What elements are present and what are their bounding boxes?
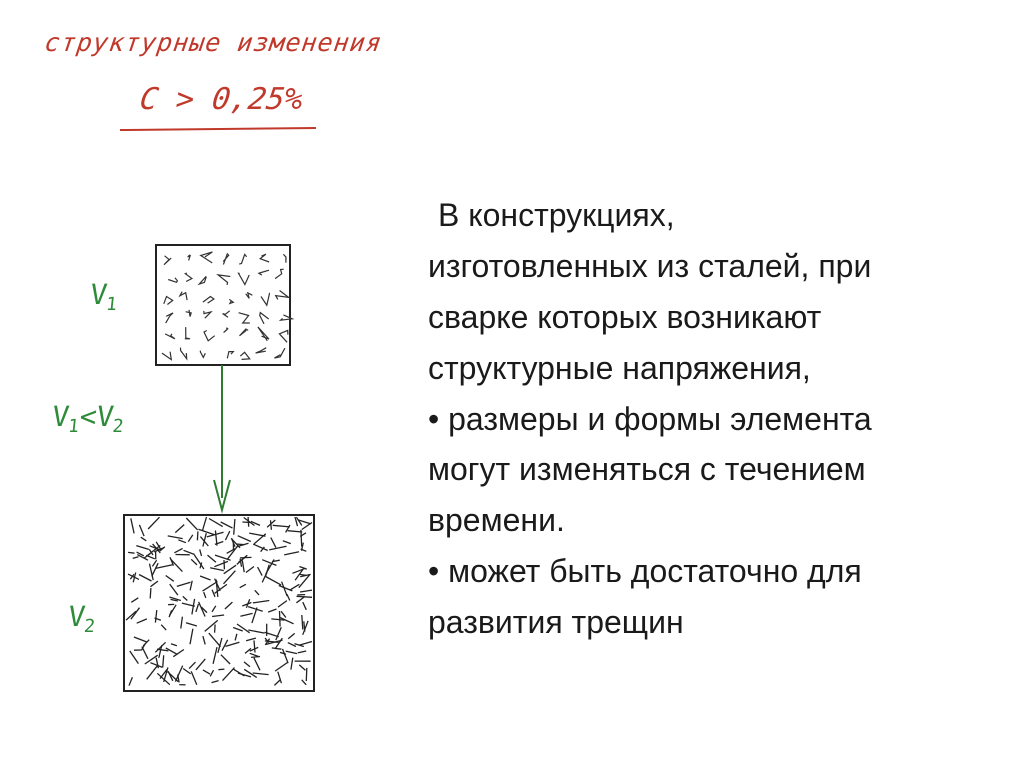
lower-needle-square (124, 515, 314, 691)
cmp-left-letter: V (50, 400, 71, 433)
volume-comparison-label (50, 400, 126, 437)
v1-letter: V (88, 278, 109, 311)
cmp-right-letter: V (95, 400, 116, 433)
diagram-title: структурные изменения (42, 28, 385, 57)
upper-grain-square (156, 245, 292, 365)
carbon-formula: C > 0,25% (137, 82, 306, 117)
text-line: времени. (428, 502, 565, 539)
body-text (428, 190, 1008, 648)
text-line: структурные напряжения, (428, 349, 811, 386)
text-line: • может быть достаточно для (428, 553, 862, 590)
text-line: сварке которых возникают (428, 298, 822, 335)
needle-stroke (215, 625, 216, 633)
volume-label-v2 (66, 600, 98, 637)
needle-stroke (218, 669, 224, 670)
v1-index: 1 (104, 294, 118, 315)
v2-index: 2 (82, 616, 96, 637)
text-line: изготовленных из сталей, при (428, 247, 872, 284)
needle-stroke (240, 557, 252, 558)
cmp-left-index: 1 (66, 416, 80, 437)
needle-stroke (271, 520, 272, 530)
volume-label-v1 (88, 278, 120, 315)
needle-stroke (197, 531, 198, 540)
cmp-right-index: 2 (111, 416, 125, 437)
text-line: могут изменяться с течением (428, 451, 866, 488)
text-line: В конструкциях, (438, 197, 675, 233)
cmp-operator: < (78, 400, 99, 433)
needle-stroke (150, 588, 151, 598)
needle-stroke (248, 517, 249, 527)
down-arrow (214, 365, 230, 510)
needle-stroke (280, 611, 281, 627)
text-line: • размеры и формы элемента (428, 400, 872, 437)
v2-letter: V (66, 600, 87, 633)
needle-stroke (128, 552, 134, 553)
needle-stroke (306, 668, 307, 681)
text-line: развития трещин (428, 604, 684, 640)
